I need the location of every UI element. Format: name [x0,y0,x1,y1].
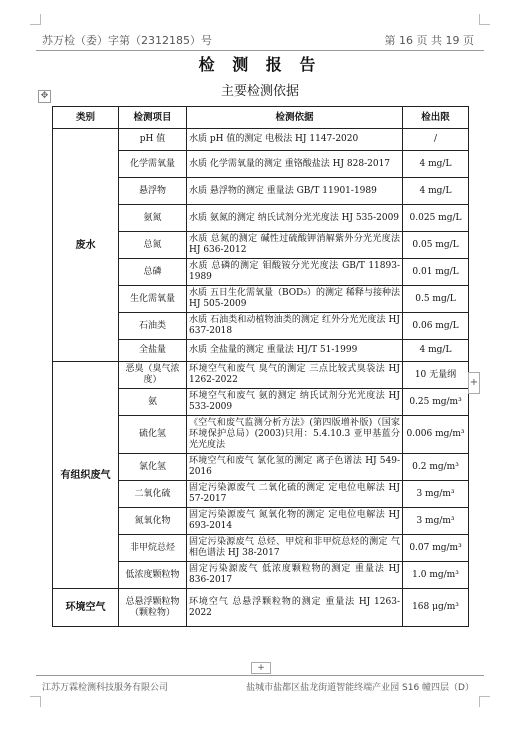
limit-cell: 0.2 mg/m³ [403,454,469,481]
method-cell: 环境空气和废气 氨的测定 纳氏试剂分光光度法 HJ 533-2009 [187,389,403,416]
item-cell: 氯化氢 [119,454,187,481]
limit-cell: 10 无量纲 [403,362,469,389]
item-cell: 生化需氧量 [119,286,187,313]
method-cell: 水质 pH 值的测定 电极法 HJ 1147-2020 [187,129,403,151]
page-info: 第 16 页 共 19 页 [384,34,474,47]
footer-address: 盐城市盐都区盐龙街道智能终端产业园 S16 幢四层（D） [246,683,474,693]
method-table [52,106,469,627]
footer-company: 江苏万霖检测科技服务有限公司 [42,683,169,693]
crop-mark [30,696,41,707]
crop-mark [479,696,490,707]
item-cell: 总悬浮颗粒物（颗粒物） [119,589,187,627]
limit-cell: 0.05 mg/L [403,232,469,259]
item-cell: 恶臭（臭气浓度） [119,362,187,389]
method-cell: 水质 全盐量的测定 重量法 HJ/T 51-1999 [187,340,403,362]
item-cell: 悬浮物 [119,178,187,205]
header-divider [36,50,484,51]
limit-cell: 0.01 mg/L [403,259,469,286]
item-cell: 氮氧化物 [119,508,187,535]
report-number: 苏万检（委）字第（2312185）号 [42,34,212,47]
item-cell: 总磷 [119,259,187,286]
report-subtitle: 主要检测依据 [220,84,299,99]
add-row-button[interactable]: + [251,662,271,674]
item-cell: 总氮 [119,232,187,259]
item-cell: 氨 [119,389,187,416]
limit-cell: 4 mg/L [403,151,469,178]
limit-cell: 4 mg/L [403,178,469,205]
table-row [53,589,469,627]
col-header-method: 检测依据 [187,107,403,129]
item-cell: 石油类 [119,313,187,340]
limit-cell: 3 mg/m³ [403,481,469,508]
category-cell: 废水 [53,129,119,362]
table-header-row [53,107,469,129]
method-cell: 固定污染源废气 氮氧化物的测定 定电位电解法 HJ 693-2014 [187,508,403,535]
limit-cell: 1.0 mg/m³ [403,562,469,589]
limit-cell: / [403,129,469,151]
category-cell: 有组织废气 [53,362,119,589]
limit-cell: 3 mg/m³ [403,508,469,535]
limit-cell: 0.5 mg/L [403,286,469,313]
item-cell: 全盐量 [119,340,187,362]
category-cell: 环境空气 [53,589,119,627]
method-cell: 环境空气和废气 氯化氢的测定 离子色谱法 HJ 549-2016 [187,454,403,481]
item-cell: 非甲烷总烃 [119,535,187,562]
table-move-handle-icon[interactable]: ✥ [38,90,51,103]
item-cell: pH 值 [119,129,187,151]
item-cell: 二氧化硫 [119,481,187,508]
method-cell: 《空气和废气监测分析方法》(第四版增补版)（国家环境保护总局）(2003)只用：5.4.10.3 亚甲基蓝分光光度法 [187,416,403,454]
limit-cell: 0.25 mg/m³ [403,389,469,416]
crop-mark [30,14,41,25]
report-title: 检 测 报 告 [198,55,322,74]
limit-cell: 0.006 mg/m³ [403,416,469,454]
method-cell: 环境空气和废气 臭气的测定 三点比较式臭袋法 HJ 1262-2022 [187,362,403,389]
item-cell: 低浓度颗粒物 [119,562,187,589]
method-cell: 环境空气 总悬浮颗粒物的测定 重量法 HJ 1263-2022 [187,589,403,627]
method-cell: 水质 石油类和动植物油类的测定 红外分光光度法 HJ 637-2018 [187,313,403,340]
method-cell: 水质 化学需氧量的测定 重铬酸盐法 HJ 828-2017 [187,151,403,178]
method-cell: 固定污染源废气 总烃、甲烷和非甲烷总烃的测定 气相色谱法 HJ 38-2017 [187,535,403,562]
limit-cell: 168 μg/m³ [403,589,469,627]
item-cell: 化学需氧量 [119,151,187,178]
method-cell: 水质 氨氮的测定 纳氏试剂分光光度法 HJ 535-2009 [187,205,403,232]
method-cell: 固定污染源废气 低浓度颗粒物的测定 重量法 HJ 836-2017 [187,562,403,589]
method-cell: 水质 总氮的测定 碱性过硫酸钾消解紫外分光光度法 HJ 636-2012 [187,232,403,259]
method-cell: 水质 总磷的测定 钼酸铵分光光度法 GB/T 11893-1989 [187,259,403,286]
table-row [53,362,469,389]
col-header-limit: 检出限 [403,107,469,129]
limit-cell: 0.07 mg/m³ [403,535,469,562]
col-header-category: 类别 [53,107,119,129]
limit-cell: 4 mg/L [403,340,469,362]
footer-divider [36,675,484,676]
method-cell: 水质 悬浮物的测定 重量法 GB/T 11901-1989 [187,178,403,205]
crop-mark [479,14,490,25]
add-column-button[interactable]: + [468,372,480,394]
col-header-item: 检测项目 [119,107,187,129]
table-row [53,129,469,151]
item-cell: 氨氮 [119,205,187,232]
item-cell: 硫化氢 [119,416,187,454]
method-cell: 水质 五日生化需氧量（BOD₅）的测定 稀释与接种法 HJ 505-2009 [187,286,403,313]
method-cell: 固定污染源废气 二氧化硫的测定 定电位电解法 HJ 57-2017 [187,481,403,508]
limit-cell: 0.025 mg/L [403,205,469,232]
limit-cell: 0.06 mg/L [403,313,469,340]
